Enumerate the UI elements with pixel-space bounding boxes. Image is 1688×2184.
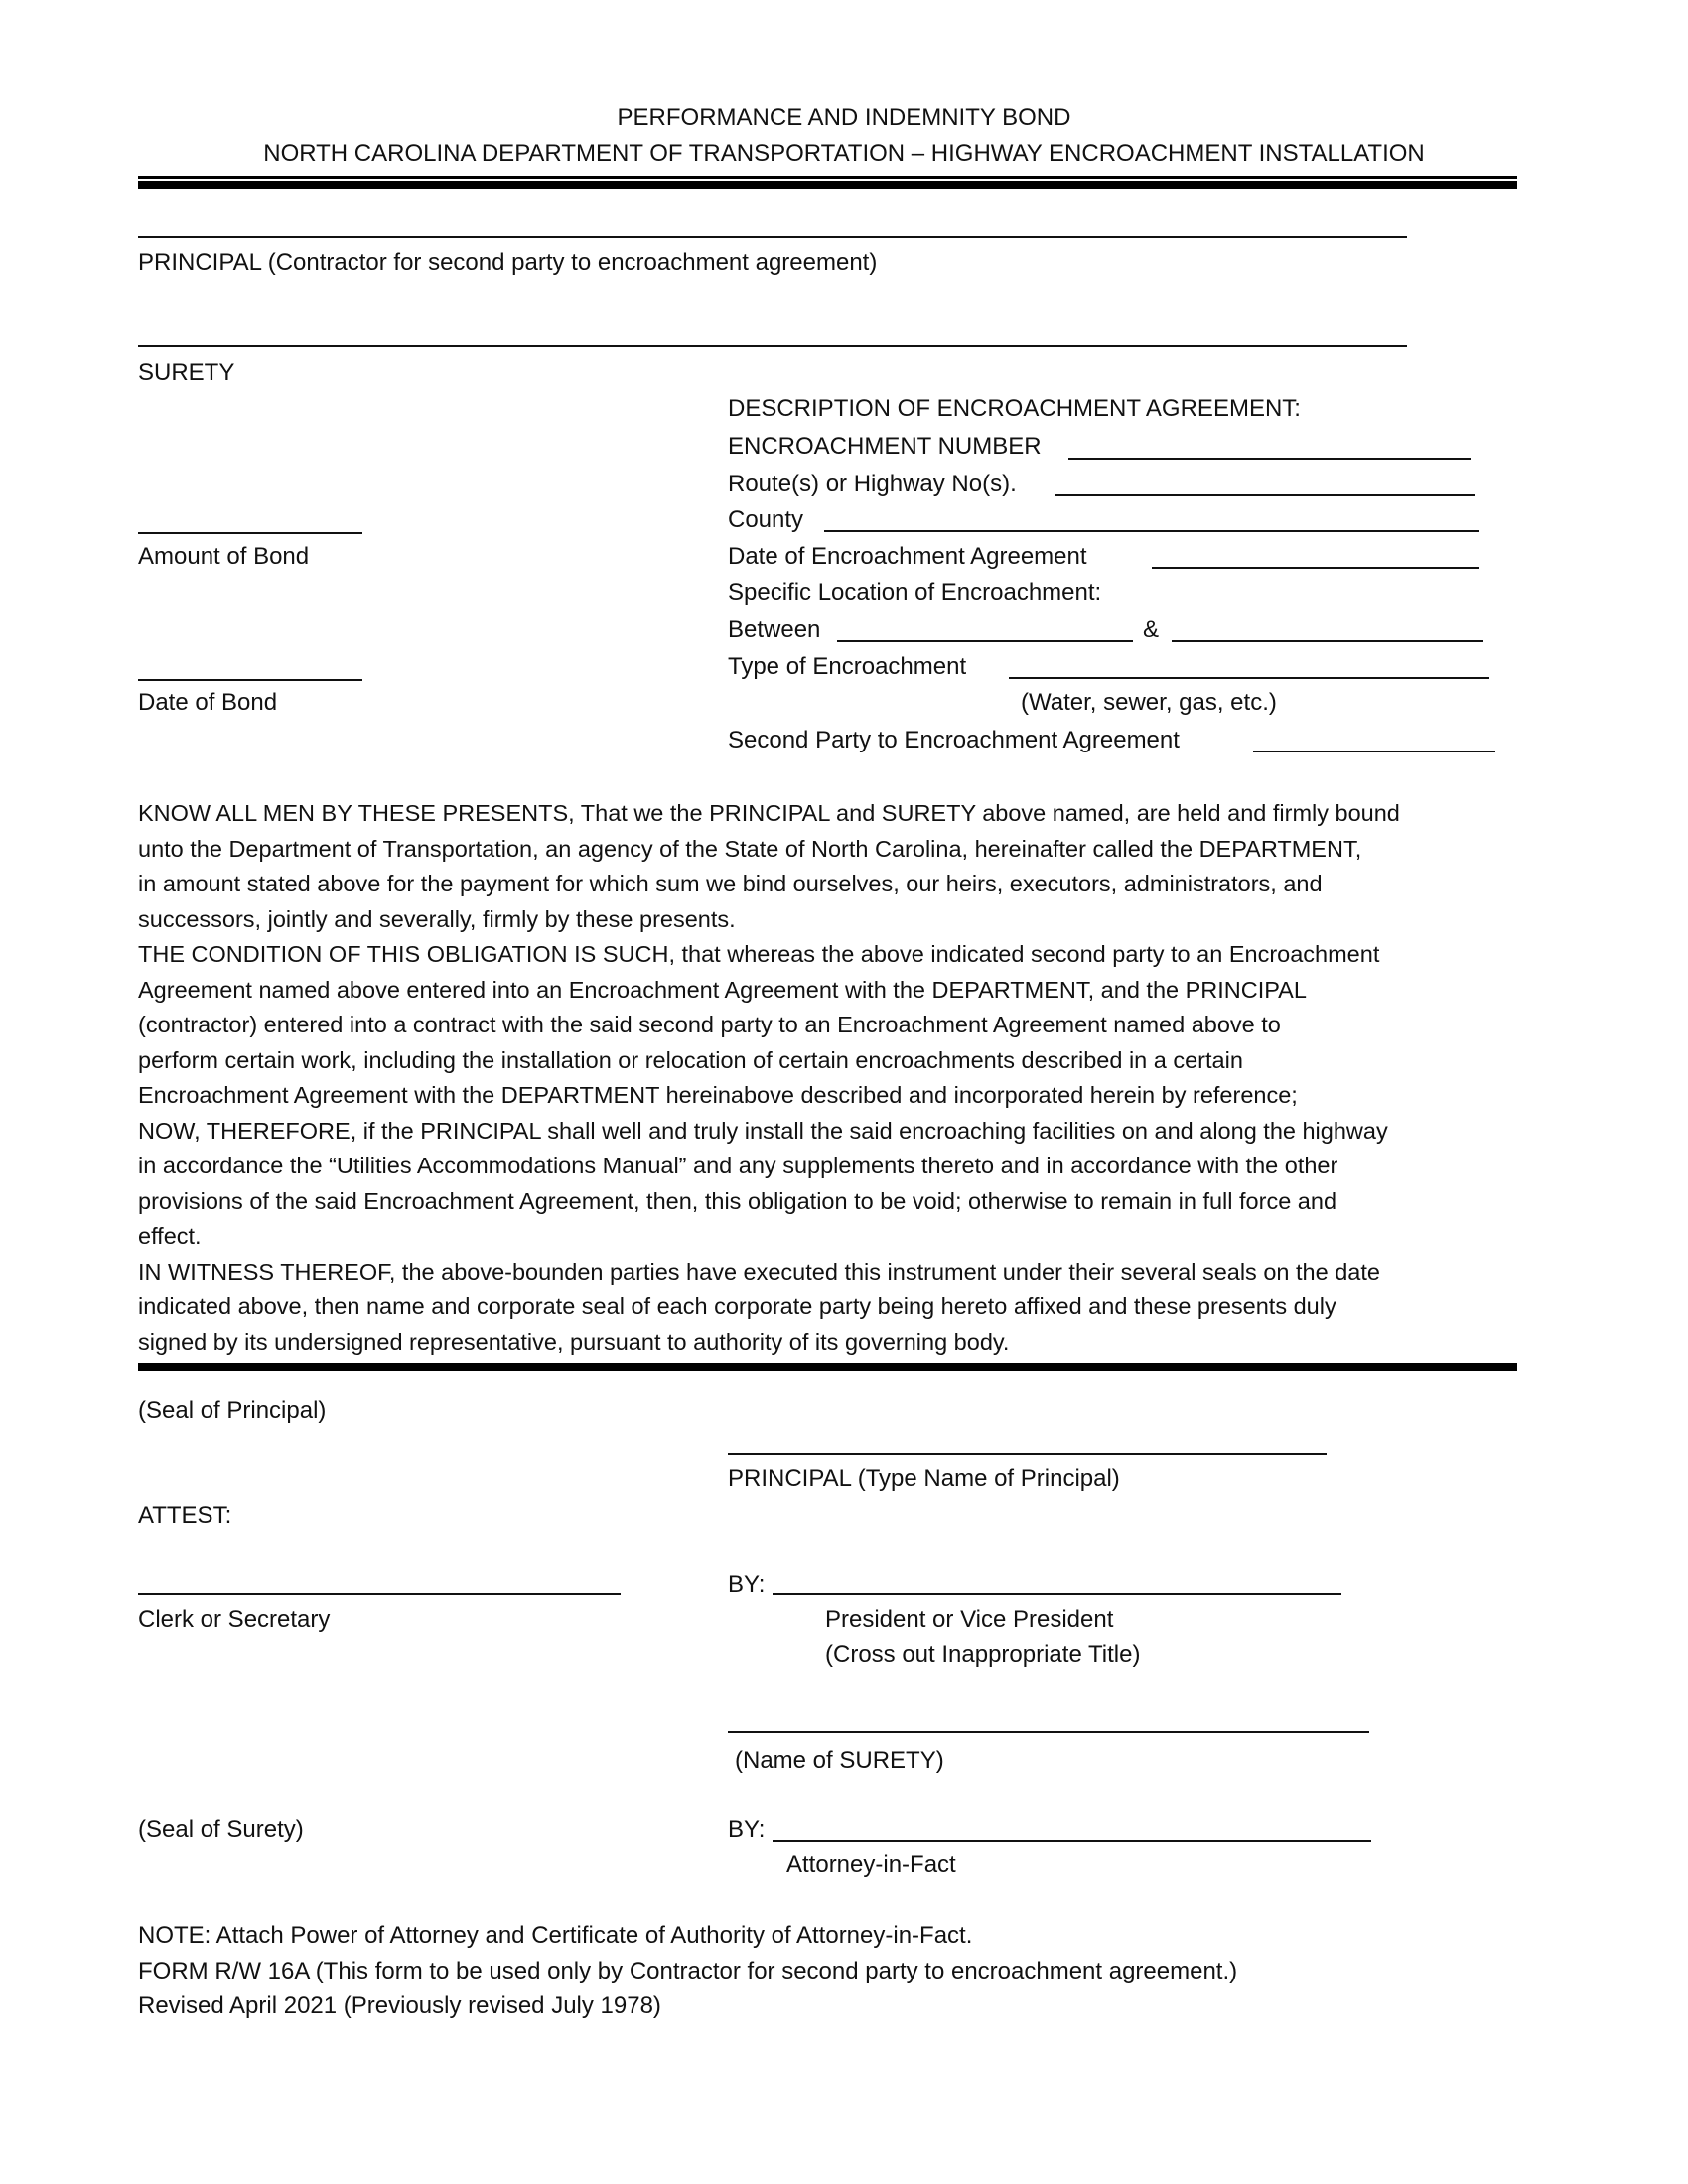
body-line: unto the Department of Transportation, an agency of the State of North Carolina, hereinafter called the DEPARTMENT, [138,835,1362,862]
form-subtitle: NORTH CAROLINA DEPARTMENT OF TRANSPORTATION – HIGHWAY ENCROACHMENT INSTALLATION [263,140,1425,167]
seal-surety-label: (Seal of Surety) [138,1816,304,1843]
encroachment-number-label: ENCROACHMENT NUMBER [728,433,1042,460]
between-label: Between [728,616,821,643]
body-line: indicated above, then name and corporate seal of each corporate party being hereto affixed and these presents duly [138,1294,1336,1319]
header-rule-thick [138,181,1517,189]
amount-field[interactable] [138,532,362,534]
principal-field[interactable] [138,236,1407,238]
body-line: signed by its undersigned representative, pursuant to authority of its governing body. [138,1328,1010,1355]
type-hint: (Water, sewer, gas, etc.) [1021,689,1277,716]
route-field[interactable] [1055,494,1475,496]
second-party-field[interactable] [1253,751,1495,752]
description-heading: DESCRIPTION OF ENCROACHMENT AGREEMENT: [728,395,1301,422]
second-party-label: Second Party to Encroachment Agreement [728,727,1180,753]
body-line: THE CONDITION OF THIS OBLIGATION IS SUCH, that whereas the above indicated second party to an Encroachment [138,941,1380,967]
clerk-signature-field[interactable] [138,1593,621,1595]
body-line: NOW, THEREFORE, if the PRINCIPAL shall well and truly install the said encroaching facilities on and along the highway [138,1117,1388,1144]
body-line: perform certain work, including the installation or relocation of certain encroachments described in a certain [138,1046,1243,1073]
surety-by-label: BY: [728,1816,766,1843]
footer-revised: Revised April 2021 (Previously revised July 1978) [138,1992,661,2019]
body-line: in accordance the “Utilities Accommodations Manual” and any supplements thereto and in accordance with the other [138,1153,1338,1178]
body-line: in amount stated above for the payment for which sum we bind ourselves, our heirs, executors, administrators, and [138,871,1323,896]
body-line: provisions of the said Encroachment Agreement, then, this obligation to be void; otherwise to remain in full force and [138,1187,1337,1214]
principal-name-label: PRINCIPAL (Type Name of Principal) [728,1465,1120,1492]
form-title: PERFORMANCE AND INDEMNITY BOND [617,104,1071,131]
route-label: Route(s) or Highway No(s). [728,471,1017,497]
principal-by-label: BY: [728,1571,766,1598]
footer-form: FORM R/W 16A (This form to be used only by Contractor for second party to encroachment agreement.) [138,1958,1238,1984]
county-label: County [728,506,804,533]
attest-label: ATTEST: [138,1502,232,1529]
body-line: (contractor) entered into a contract with the said second party to an Encroachment Agreement named above to [138,1012,1281,1037]
surety-name-label: (Name of SURETY) [735,1747,944,1774]
section-rule [138,1363,1517,1371]
date-label: Date of Bond [138,689,278,716]
body-line: IN WITNESS THEREOF, the above-bounden parties have executed this instrument under their several seals on the date [138,1258,1380,1285]
surety-by-field[interactable] [773,1840,1371,1842]
surety-label: SURETY [138,359,235,386]
type-field[interactable] [1009,677,1489,679]
surety-name-field[interactable] [728,1731,1369,1733]
county-field[interactable] [824,530,1479,532]
body-line: Agreement named above entered into an Encroachment Agreement with the DEPARTMENT, and the PRINCIPAL [138,976,1307,1003]
body-line: successors, jointly and severally, firmly by these presents. [138,905,736,932]
clerk-label: Clerk or Secretary [138,1606,331,1633]
between-from-field[interactable] [837,640,1133,642]
header-rule-thin [138,176,1517,179]
principal-name-field[interactable] [728,1453,1327,1455]
ampersand: & [1143,616,1160,643]
president-label: President or Vice President [825,1606,1114,1633]
agreement-date-field[interactable] [1152,567,1479,569]
body-line: effect. [138,1223,202,1249]
date-field[interactable] [138,679,362,681]
cross-out-note: (Cross out Inappropriate Title) [825,1641,1141,1668]
body-line: KNOW ALL MEN BY THESE PRESENTS, That we the PRINCIPAL and SURETY above named, are held and firmly bound [138,800,1400,826]
agreement-date-label: Date of Encroachment Agreement [728,543,1087,570]
footer-note: NOTE: Attach Power of Attorney and Certificate of Authority of Attorney-in-Fact. [138,1922,973,1949]
surety-field[interactable] [138,345,1407,347]
type-label: Type of Encroachment [728,653,967,680]
amount-label: Amount of Bond [138,543,310,570]
principal-by-field[interactable] [773,1593,1341,1595]
between-to-field[interactable] [1172,640,1483,642]
principal-label: PRINCIPAL (Contractor for second party to encroachment agreement) [138,249,878,276]
attorney-label: Attorney-in-Fact [786,1851,956,1878]
encroachment-number-field[interactable] [1068,458,1471,460]
location-label: Specific Location of Encroachment: [728,579,1102,606]
seal-principal-label: (Seal of Principal) [138,1397,327,1424]
body-line: Encroachment Agreement with the DEPARTMENT hereinabove described and incorporated herein by reference; [138,1082,1298,1108]
